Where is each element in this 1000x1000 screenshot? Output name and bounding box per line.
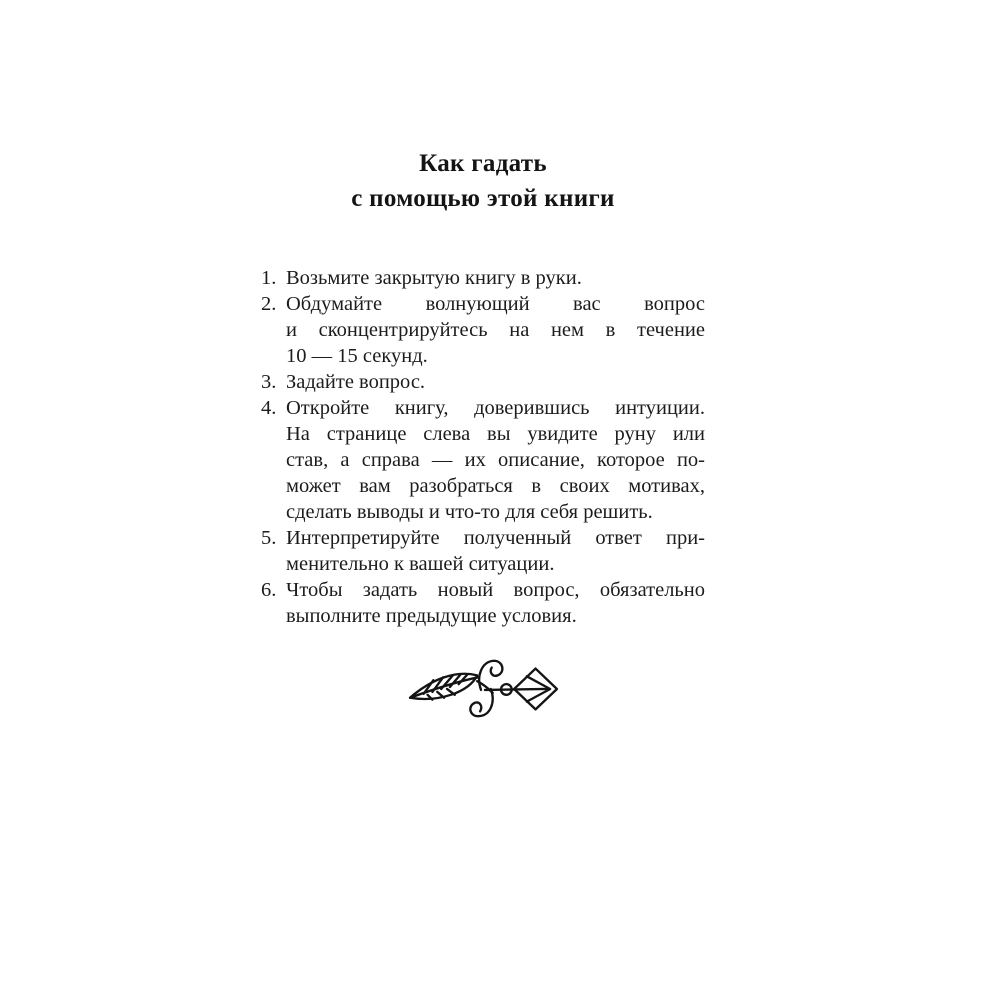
list-item-line: выполните предыдущие условия. [286,605,577,627]
list-item [261,577,705,629]
list-item [261,265,705,291]
list-item-line: может вам разобраться в своих мотивах, [286,475,705,497]
instructions-list [261,265,705,629]
list-item-text [286,525,705,577]
list-item-number: 3. [261,371,277,393]
list-item [261,395,705,525]
list-item [261,525,705,577]
list-item-line: 10 — 15 секунд. [286,345,428,367]
list-item-text [286,395,705,525]
list-item-line: и сконцентрируйтесь на нем в течение [286,319,705,341]
page-title-line1: Как гадать [419,150,547,177]
list-item-line: сделать выводы и что-то для себя решить. [286,501,653,523]
list-item-number: 2. [261,293,277,315]
list-item-line: Откройте книгу, доверившись интуиции. [286,397,705,419]
list-item-line: Чтобы задать новый вопрос, обязательно [286,579,705,601]
text-column [261,146,705,724]
list-item-line: став, а справа — их описание, которое по- [286,449,705,471]
list-item-text [286,265,705,291]
page-title-line2: с помощью этой книги [351,185,615,212]
list-item-number: 4. [261,397,277,419]
list-item [261,369,705,395]
list-item-number: 5. [261,527,277,549]
list-item-text [286,291,705,369]
list-item-line: менительно к вашей ситуации. [286,553,555,575]
list-item-line: Возьмите закрытую книгу в руки. [286,267,582,289]
divider-ornament [261,652,705,724]
list-item-line: На странице слева вы увидите руну или [286,423,705,445]
list-item-text [286,369,705,395]
feather-leaf-icon [410,674,478,700]
list-item [261,291,705,369]
page-title [261,146,705,216]
swirl-flourish-icon [470,661,502,716]
list-item-line: Задайте вопрос. [286,371,426,393]
feather-arrow-divider-icon [403,652,563,724]
list-item-number: 1. [261,267,277,289]
list-item-line: Обдумайте волнующий вас вопрос [286,293,705,315]
list-item-line: Интерпретируйте полученный ответ при- [286,527,705,549]
list-item-text [286,577,705,629]
list-item-number: 6. [261,579,277,601]
